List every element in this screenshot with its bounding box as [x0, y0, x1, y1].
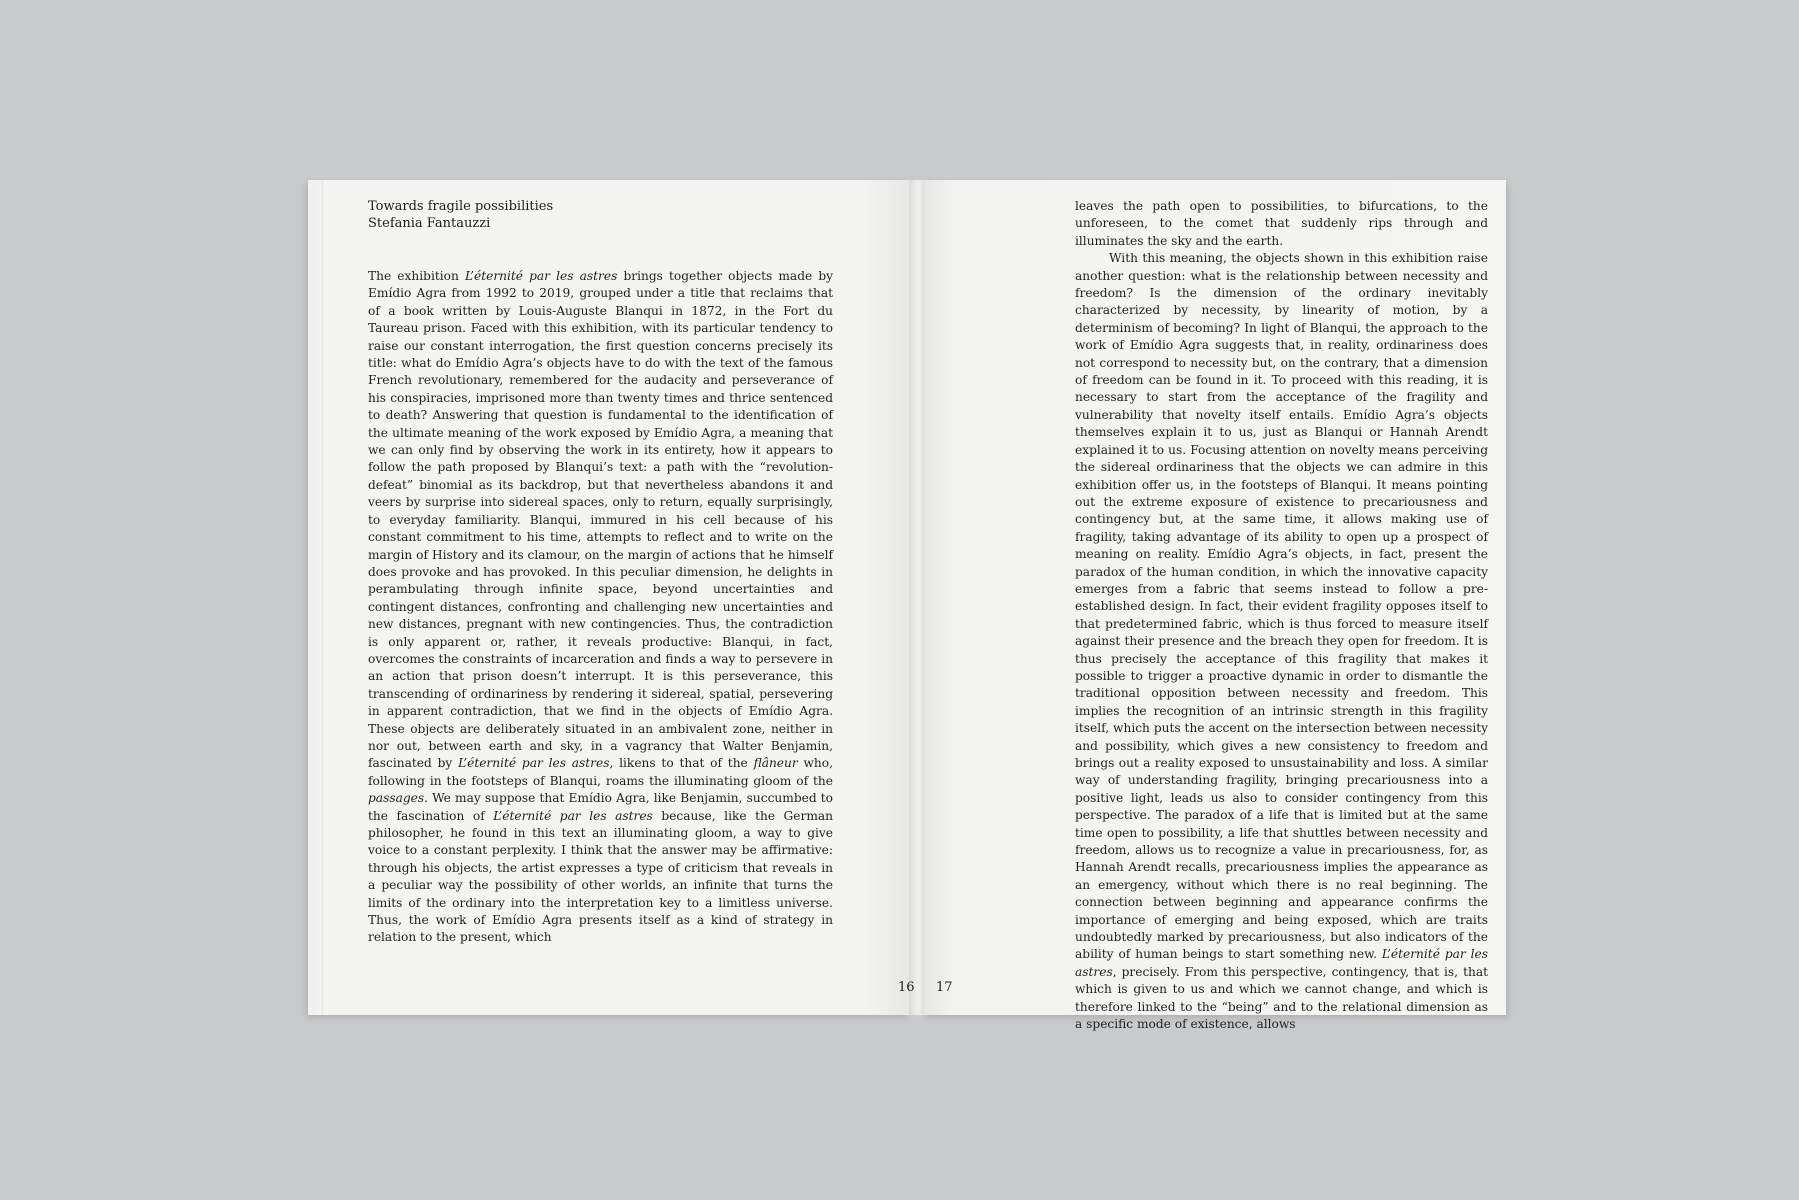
italic-term-run: flâneur: [753, 756, 798, 771]
text-run: , precisely. From this perspective, contingency, that is, that which is given to us and which we cannot change, and which is therefore linked to the “being” and to the relational dimension as a specific mode of existence, allows: [1075, 964, 1488, 1032]
text-run: , likens to that of the: [609, 756, 754, 771]
left-body-text: [368, 268, 833, 947]
italic-title-run: L’éternité par les astres: [464, 269, 618, 283]
right-paragraph-continued: leaves the path open to possibilities, to bifurcations, to the unforeseen, to the comet that suddenly rips through and illuminates the sky and the earth.: [1075, 199, 1488, 248]
italic-title-run: L’éternité par les astres: [493, 808, 653, 823]
article-author: Stefania Fantauzzi: [368, 216, 491, 231]
article-heading: [368, 198, 553, 232]
italic-title-run: L’éternité par les astres: [458, 756, 610, 771]
italic-term-run: passages: [368, 791, 425, 806]
article-title: Towards fragile possibilities: [368, 199, 554, 214]
text-run: because, like the German philosopher, he found in this text an illuminating gloom, a way to give voice to a constant perplexity. I think that the answer may be affirmative: through his objects, the artist expresses a type of criticism that reveals in a peculiar way the possibility of other worlds, an infinite that turns the limits of the ordinary into the interpretation key to a limitless universe. Thus, the work of Emídio Agra presents itself as a kind of strategy in relation to the present, which: [368, 808, 834, 945]
book-spread: [308, 180, 1506, 1032]
text-run: brings together objects made by Emídio Agra from 1992 to 2019, grouped under a title that reclaims that of a book written by Louis-Auguste Blanqui in 1872, in the Fort du Taureau prison. Faced with this exhibition, with its particular tendency to raise our constant interrogation, the first question concerns precisely its title: what do Emídio Agra’s objects have to do with the text of the famous French revolutionary, remembered for the audacity and perseverance of his conspiracies, imprisoned more than twenty times and thrice sentenced to death? Answering that question is fundamental to the identification of the ultimate meaning of the work exposed by Emídio Agra, a meaning that we can only find by observing the work in its entirety, how it appears to follow the path proposed by Blanqui’s text: a path with the “revolution-defeat” binomial as its backdrop, but that nevertheless abandons it and veers by surprise into sidereal spaces, only to return, equally surprisingly, to everyday familiarity. Blanqui, immured in his cell because of his constant commitment to his time, attempts to reflect and to write on the margin of History and its clamour, on the margin of actions that he himself does provoke and has provoked. In this peculiar dimension, he delights in perambulating through infinite space, beyond uncertainties and contingent distances, confronting and challenging new uncertainties and new distances, pregnant with new contingencies. Thus, the contradiction is only apparent or, rather, it reveals productive: Blanqui, in fact, overcomes the constraints of incarceration and finds a way to persevere in an action that prison doesn’t interrupt. It is this perseverance, this transcending of ordinariness by rendering it sidereal, spatial, persevering in apparent contradiction, that we find in the objects of Emídio Agra. These objects are deliberately situated in an ambivalent zone, neither in nor out, between earth and sky, in a vagrancy that Walter Benjamin, fascinated by: [368, 269, 834, 771]
page-number-right: 17: [936, 980, 953, 995]
text-run: The exhibition: [368, 269, 465, 283]
book-gutter: [909, 180, 924, 1015]
left-paragraph: [368, 268, 833, 947]
text-run: With this meaning, the objects shown in this exhibition raise another question: what is the relationship between necessity and freedom? Is the dimension of the ordinary inevitably characterized by necessity, by linearity of motion, by a determinism of becoming? In light of Blanqui, the approach to the work of Emídio Agra suggests that, in reality, ordinariness does not correspond to necessity but, on the contrary, that a dimension of freedom can be found in it. To proceed with this reading, it is necessary to start from the acceptance of the fragility and vulnerability that novelty itself entails. Emídio Agra’s objects themselves explain it to us, just as Blanqui or Hannah Arendt explained it to us. Focusing attention on novelty means perceiving the sidereal ordinariness that the objects we can admire in this exhibition offer us, in the footsteps of Blanqui. It means pointing out the extreme exposure of existence to precariousness and contingency but, at the same time, it allows making use of fragility, taking advantage of its ability to open up a prospect of meaning on reality. Emídio Agra’s objects, in fact, present the paradox of the human condition, in which the innovative capacity emerges from a fabric that seems instead to follow a pre-established design. In fact, their evident fragility opposes itself to that predetermined fabric, which is thus forced to measure itself against their presence and the breach they open for freedom. It is thus precisely the acceptance of this fragility that makes it possible to trigger a proactive dynamic in order to dismantle the traditional opposition between necessity and freedom. This implies the recognition of an intrinsic strength in this fragility itself, which puts the accent on the intersection between necessity and possibility, which gives a new consistency to freedom and brings out a reality exposed to unsustainability and loss. A similar way of understanding fragility, bringing precariousness into a positive light, leads us also to consider contingency from this perspective. The paradox of a life that is limited but at the same time open to possibility, a life that shuttles between necessity and freedom, allows us to recognize a value in precariousness, for, as Hannah Arendt recalls, precariousness implies the appearance as an emergency, without which there is no real beginning. The connection between beginning and appearance confirms the importance of emerging and being exposed, which are traits undoubtedly marked by precariousness, but also indicators of the ability of human beings to start something new.: [1075, 251, 1488, 962]
text-run: who, following in the footsteps of Blanqui, roams the illuminating gloom of the: [368, 756, 833, 788]
right-paragraph: [1075, 250, 1488, 1033]
text-run: . We may suppose that Emídio Agra, like Benjamin, succumbed to the fascination of: [368, 791, 833, 823]
right-body-text: [1075, 198, 1488, 1034]
page-number-left: 16: [898, 980, 915, 995]
italic-title-run: L’éternité par les astres: [1075, 947, 1488, 979]
